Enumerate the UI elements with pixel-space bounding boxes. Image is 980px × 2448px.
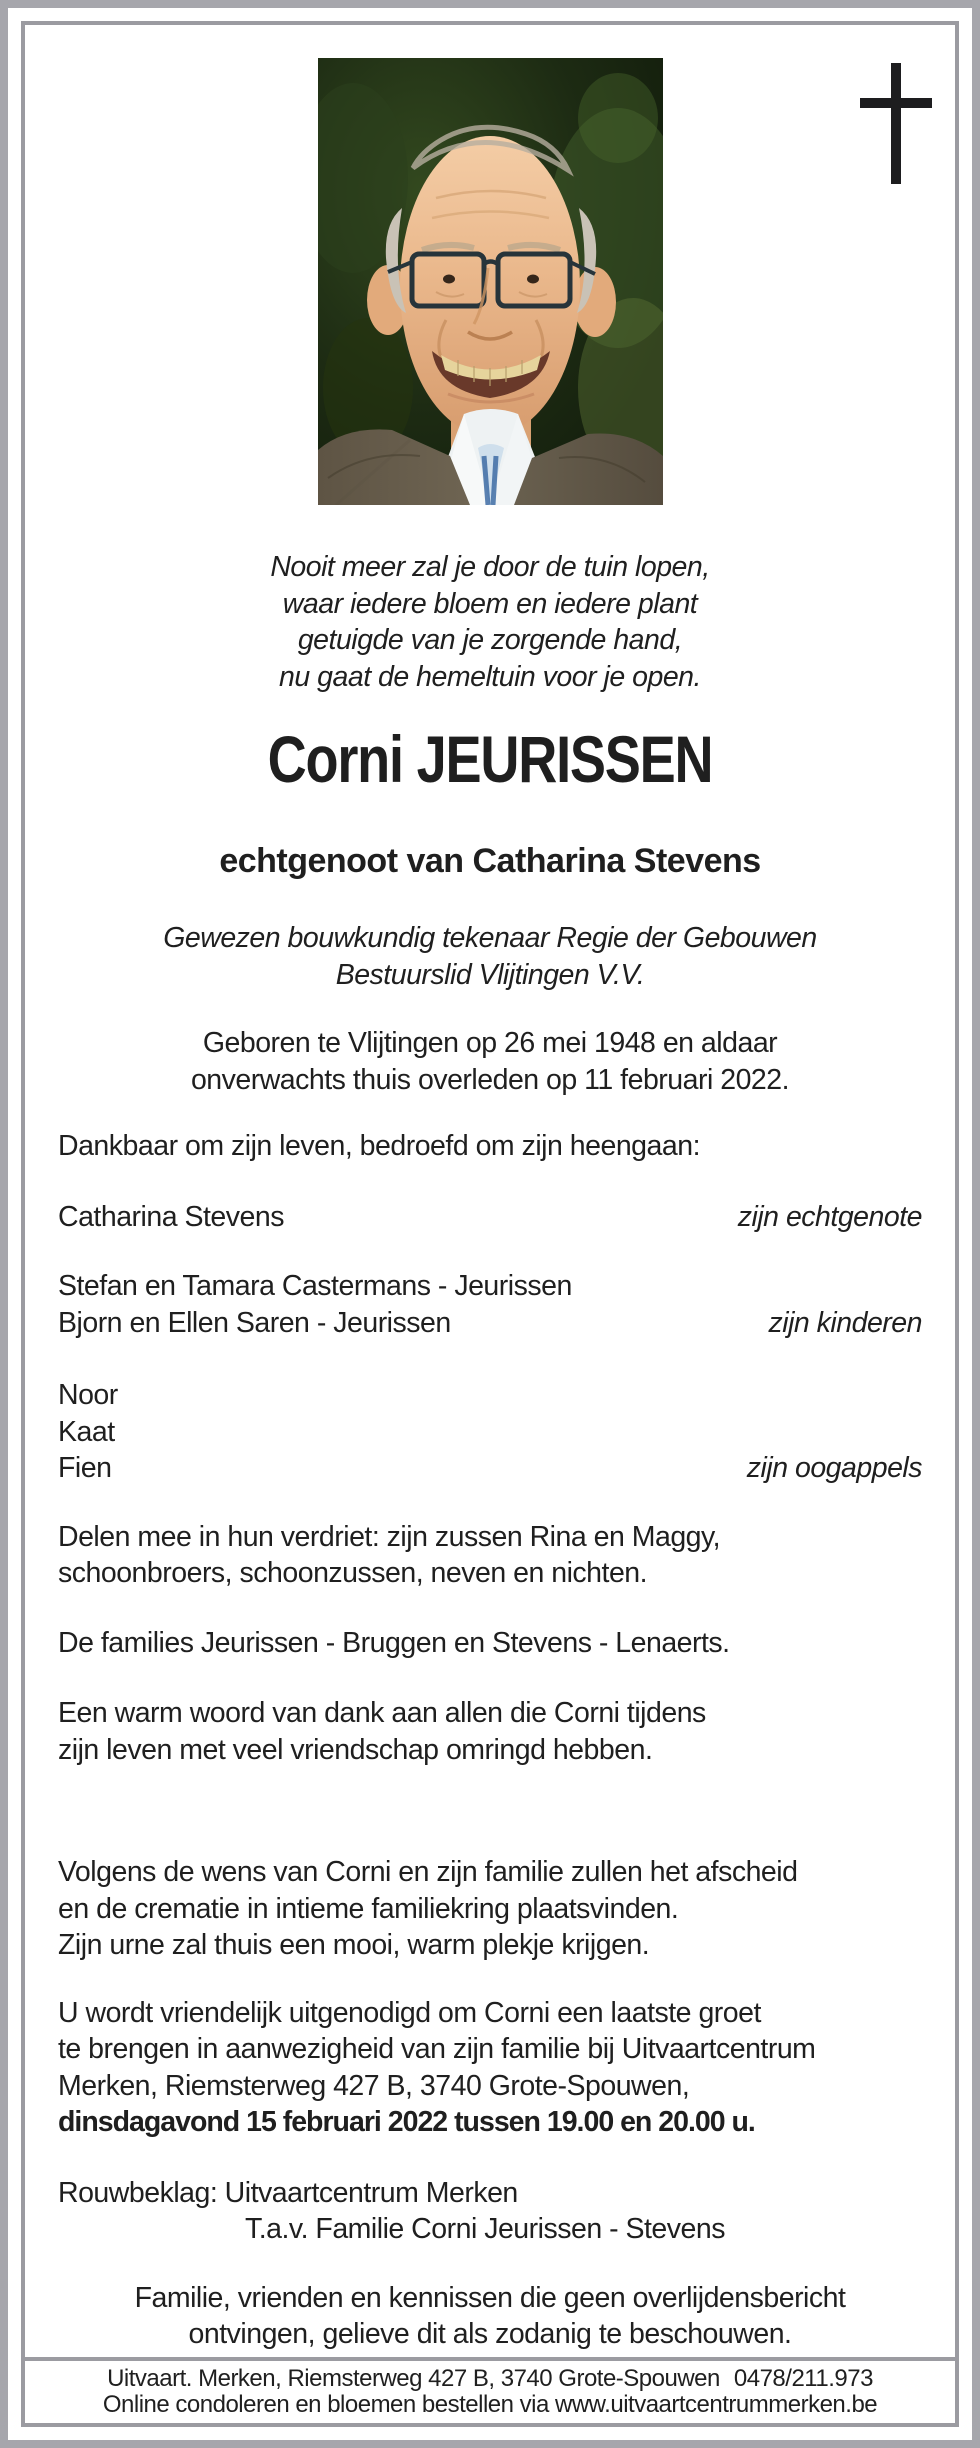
notice-line: ontvingen, gelieve dit als zodanig te beschouwen. (188, 2318, 792, 2350)
role-line-1: Gewezen bouwkundig tekenaar Regie der Gebouwen (163, 922, 817, 954)
private-ceremony-paragraph (58, 1854, 922, 1964)
life-dates-block (58, 1025, 922, 1098)
family-name: Stefan en Tamara Castermans - Jeurissen (58, 1270, 572, 1302)
deceased-name: Corni JEURISSEN (267, 722, 713, 796)
role-line-2: Bestuurslid Vlijtingen V.V. (335, 958, 645, 991)
footer-phone: 0478/211.973 (733, 2364, 873, 2392)
paragraph-line: U wordt vriendelijk uitgenodigd om Corni een laatste groet (58, 1996, 761, 2029)
families-line: De families Jeurissen - Bruggen en Stevens - Lenaerts. (58, 1626, 730, 1659)
family-section (58, 1128, 922, 2353)
family-relation-label: zijn echtgenote (737, 1200, 922, 1233)
family-name: Noor (58, 1379, 118, 1411)
roles-block (58, 920, 922, 993)
visitation-datetime: dinsdagavond 15 februari 2022 tussen 19.00 en 20.00 u. (58, 2106, 755, 2138)
family-group-spouse (58, 1199, 922, 1236)
relation-line: echtgenoot van Catharina Stevens (219, 842, 761, 880)
notice-line: Familie, vrienden en kennissen die geen overlijdensbericht (134, 2281, 846, 2314)
visitation-paragraph (58, 1995, 922, 2141)
paragraph-line: Volgens de wens van Corni en zijn familie zullen het afscheid (58, 1856, 798, 1888)
thanks-paragraph (58, 1695, 922, 1768)
family-name: Fien (58, 1452, 112, 1484)
footer-online: Online condoleren en bloemen bestellen via www.uitvaartcentrummerken.be (102, 2390, 878, 2418)
family-relation-label: zijn kinderen (768, 1306, 922, 1339)
footer-address: Uitvaart. Merken, Riemsterweg 427 B, 3740 Grote-Spouwen (107, 2364, 720, 2392)
life-line-1: Geboren te Vlijtingen op 26 mei 1948 en aldaar (202, 1027, 778, 1059)
paragraph-line: zijn leven met veel vriendschap omringd hebben. (58, 1733, 653, 1766)
family-intro: Dankbaar om zijn leven, bedroefd om zijn heengaan: (58, 1130, 700, 1162)
family-relation-label: zijn oogappels (746, 1452, 922, 1484)
card-header (25, 25, 955, 549)
condolences-attn: T.a.v. Familie Corni Jeurissen - Stevens (245, 2213, 725, 2245)
paragraph-line: schoonbroers, schoonzussen, neven en nichten. (58, 1557, 648, 1589)
shared-grief-paragraph (58, 1519, 922, 1592)
paragraph-line: Zijn urne zal thuis een mooi, warm plekje krijgen. (58, 1929, 650, 1961)
paragraph-line: Merken, Riemsterweg 427 B, 3740 Grote-Spouwen, (58, 2069, 690, 2102)
family-group-grandchildren (58, 1377, 922, 1487)
cross-icon (860, 63, 932, 184)
condolences-block (58, 2175, 922, 2248)
family-name: Bjorn en Ellen Saren - Jeurissen (58, 1306, 451, 1339)
poem-line-3: getuigde van je zorgende hand, (297, 624, 683, 656)
paragraph-line: te brengen in aanwezigheid van zijn familie bij Uitvaartcentrum (58, 2033, 816, 2065)
paper-sheet (8, 8, 972, 2440)
paragraph-line: en de crematie in intieme familiekring plaatsvinden. (58, 1892, 679, 1925)
family-name: Kaat (58, 1415, 115, 1448)
poem-line-2: waar iedere bloem en iedere plant (282, 587, 698, 620)
poem-line-4: nu gaat de hemeltuin voor je open. (279, 660, 701, 693)
memorial-card (21, 21, 959, 2427)
family-name: Catharina Stevens (58, 1200, 284, 1233)
life-line-2: onverwachts thuis overleden op 11 februari 2022. (190, 1063, 790, 1096)
poem-line-1: Nooit meer zal je door de tuin lopen, (270, 551, 710, 583)
funeral-home-footer (58, 2366, 922, 2418)
paragraph-line: Een warm woord van dank aan allen die Corni tijdens (58, 1697, 706, 1729)
memorial-poem (58, 549, 922, 695)
family-group-children (58, 1268, 922, 1341)
paragraph-line: Delen mee in hun verdriet: zijn zussen Rina en Maggy, (58, 1520, 721, 1553)
divider-rule (25, 2357, 955, 2361)
notice-paragraph (58, 2280, 922, 2353)
portrait-photo (318, 58, 663, 505)
condolences-label: Rouwbeklag: Uitvaartcentrum Merken (58, 2176, 518, 2209)
